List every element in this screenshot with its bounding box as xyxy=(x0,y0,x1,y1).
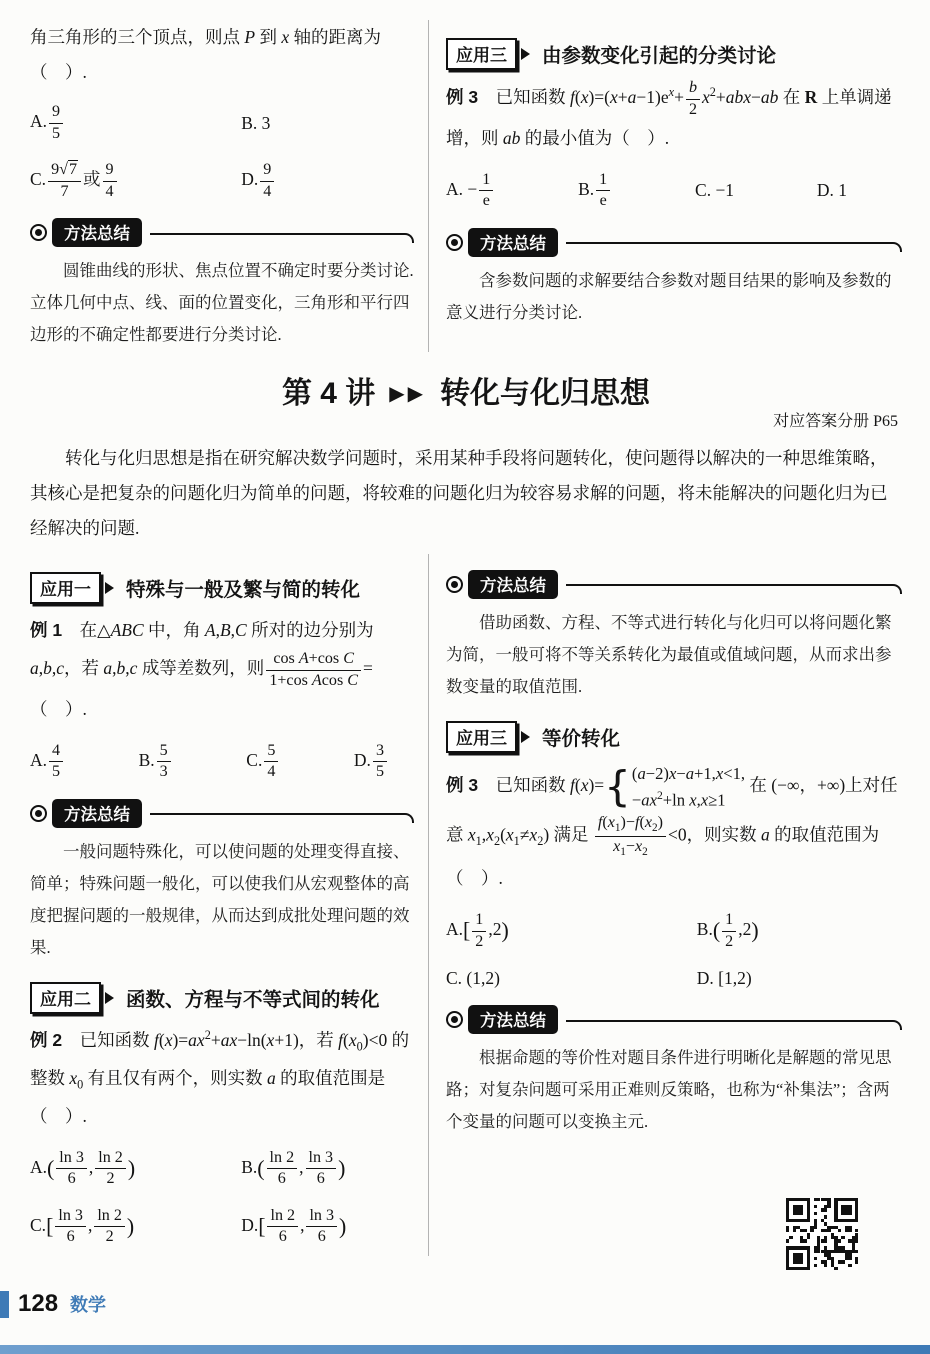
option-b: B.( $\frac{\ln 2}{6}$ , $\frac{\ln 3}{6}$ ) xyxy=(241,1148,346,1188)
decorative-line xyxy=(566,584,902,594)
option-a: A.[ $\frac{1}{2}$ ,2) xyxy=(446,911,509,950)
triangle-icon xyxy=(521,48,530,60)
answer-reference: 对应答案分册 P65 xyxy=(773,412,898,430)
application-heading: 函数、方程与不等式间的转化 xyxy=(126,989,380,1012)
method-summary-text: 根据命题的等价性对题目条件进行明晰化是解题的常见思路；对复杂问题可采用正难则反策略，也称为“补集法”；含两个变量的问题可以变换主元. xyxy=(446,1048,892,1132)
lecture-intro: 转化与化归思想是指在研究解决数学问题时，采用某种手段将问题转化，使问题得以解决的一种思维策略，其核心是把复杂的问题化归为简单的问题，将较难的问题化归为较容易求解的问题，将未能解决的问题化归为已经解决的问题. xyxy=(30,447,888,538)
target-icon xyxy=(446,576,463,593)
method-summary-badge: 方法总结 xyxy=(468,228,558,257)
footer-accent-bar xyxy=(0,1291,9,1318)
option-b: B. $\frac{5}{3}$ xyxy=(139,741,173,783)
method-summary-header xyxy=(30,218,414,247)
option-d: D. $\frac{3}{5}$ xyxy=(354,741,389,783)
triangle-icon xyxy=(105,992,114,1004)
method-summary-text: 圆锥曲线的形状、焦点位置不确定时要分类讨论. 立体几何中点、线、面的位置变化，三角形和平行四边形的不确定性都要进行分类讨论. xyxy=(30,261,414,345)
application-badge: 应用二 xyxy=(30,982,101,1014)
carryover-column xyxy=(30,20,428,352)
method-summary-header xyxy=(446,1005,902,1034)
option-d: D. $\frac{9}{4}$ xyxy=(241,160,414,202)
subject-label: 数学 xyxy=(70,1295,107,1315)
option-list xyxy=(30,741,414,783)
main-left-column xyxy=(30,554,428,1256)
method-summary-header xyxy=(446,570,902,599)
decorative-line xyxy=(566,1020,902,1030)
application-header xyxy=(30,982,414,1014)
method-summary-badge: 方法总结 xyxy=(468,1005,558,1034)
triangle-icon xyxy=(521,731,530,743)
method-summary-text: 借助函数、方程、不等式进行转化与化归可以将问题化繁为简，一般可将不等关系转化为最值或值域问题，从而求出参数变量的取值范围. xyxy=(446,612,892,696)
application-heading: 等价转化 xyxy=(542,728,621,751)
method-summary-badge: 方法总结 xyxy=(52,218,142,247)
option-d: D. [1,2) xyxy=(696,968,752,989)
option-b: B.( $\frac{1}{2}$ ,2) xyxy=(696,911,759,950)
option-b: B. 3 xyxy=(241,112,271,133)
example-problem: 例 1 在△ABC 中，角 A,B,C 所对的边分别为 a,b,c，若 a,b,c 成等差数列，则 $\frac{\text{cos A+cos C}}{\text{1+cos Acos C}}$ =（ ）. xyxy=(30,619,374,720)
decorative-line xyxy=(150,813,414,823)
target-icon xyxy=(446,234,463,251)
option-c: C.[ $\frac{\ln 3}{6}$ , $\frac{\ln 2}{2}$ ) xyxy=(30,1206,135,1246)
option-a: A. $\frac{4}{5}$ xyxy=(30,741,65,783)
example-problem: 例 2 已知函数 $f(x)=ax^2+ax-\ln(x+1)$，若 $f(x_0)<0$ 的整数 $x_0$ 有且仅有两个，则实数 a 的取值范围是（ ）. xyxy=(30,1028,410,1127)
method-summary-header xyxy=(30,799,414,828)
triangle-icon xyxy=(105,582,114,594)
footer xyxy=(0,1290,106,1318)
option-c: C. $\frac{5}{4}$ xyxy=(246,741,280,783)
lecture-number: 第 4 讲 xyxy=(281,376,376,410)
double-arrow-icon: ▶▶ xyxy=(389,382,427,405)
page-number: 128 xyxy=(18,1290,59,1317)
question-stem: 角三角形的三个顶点，则点 P 到 x 轴的距离为（ ）. xyxy=(30,27,381,82)
option-list xyxy=(30,1148,414,1248)
option-d: D.[ $\frac{\ln 2}{6}$ , $\frac{\ln 3}{6}$ ) xyxy=(241,1206,347,1246)
option-a: A.( $\frac{\ln 3}{6}$ , $\frac{\ln 2}{2}$ ) xyxy=(30,1148,136,1188)
method-summary-badge: 方法总结 xyxy=(52,799,142,828)
lecture-header xyxy=(30,368,902,412)
top-section xyxy=(30,20,902,352)
application-header xyxy=(30,572,414,604)
option-c: C. (1,2) xyxy=(446,968,500,989)
decorative-line xyxy=(150,233,414,243)
application-header xyxy=(446,721,902,753)
method-summary-header xyxy=(446,228,902,257)
option-list xyxy=(446,170,902,212)
application-badge: 应用三 xyxy=(446,38,517,70)
option-a: A. $\frac{9}{5}$ xyxy=(30,102,241,144)
application-header xyxy=(446,38,902,70)
application-heading: 由参数变化引起的分类讨论 xyxy=(542,45,777,67)
main-right-column xyxy=(428,554,902,1256)
method-summary-text: 一般问题特殊化，可以使问题的处理变得直接、简单；特殊问题一般化，可以使我们从宏观整体的高度把握问题的一般规律，从而达到成批处理问题的效果. xyxy=(30,841,410,958)
lecture-title: 转化与化归思想 xyxy=(440,376,651,410)
target-icon xyxy=(446,1011,463,1028)
main-section xyxy=(30,554,902,1256)
option-b: B. $\frac{1}{e}$ xyxy=(578,170,612,212)
qr-code xyxy=(786,1198,858,1270)
target-icon xyxy=(30,805,47,822)
top-right-column xyxy=(428,20,902,352)
option-list xyxy=(446,910,902,989)
method-summary-badge: 方法总结 xyxy=(468,570,558,599)
option-c: C. −1 xyxy=(695,180,735,201)
option-a: A. − $\frac{1}{e}$ xyxy=(446,170,495,212)
application-badge: 应用一 xyxy=(30,572,101,604)
option-d: D. 1 xyxy=(816,180,847,201)
application-heading: 特殊与一般及繁与简的转化 xyxy=(126,578,361,601)
option-c: C. $\frac{9√7}{7}$ 或 $\frac{9}{4}$ xyxy=(30,160,241,202)
example-problem: 例 3 已知函数 $f(x)=(x+a-1)e^x+$ $\frac{b}{2}$ $x^2+abx-ab$ 在 R 上单调递增，则 ab 的最小值为（ ）. xyxy=(446,79,892,148)
target-icon xyxy=(30,224,47,241)
application-badge: 应用三 xyxy=(446,721,517,753)
method-summary-text: 含参数问题的求解要结合参数对题目结果的影响及参数的意义进行分类讨论. xyxy=(446,270,892,322)
decorative-line xyxy=(566,242,902,252)
bottom-accent-bar xyxy=(0,1345,930,1354)
example-problem: 例 3 已知函数 f(x)= { (a−2)x−a+1,x<1, $-ax^2+\ln$ x,x≥1 在 (−∞，+∞)上对任意 $x_1,x_2(x_1\ne x_2)$ 满足 $\frac{f(x_1)-f(x_2)}{x_1-x_2}$ <0，则实数 a 的取值范围为（ ）. xyxy=(446,762,898,889)
option-list xyxy=(30,102,414,202)
